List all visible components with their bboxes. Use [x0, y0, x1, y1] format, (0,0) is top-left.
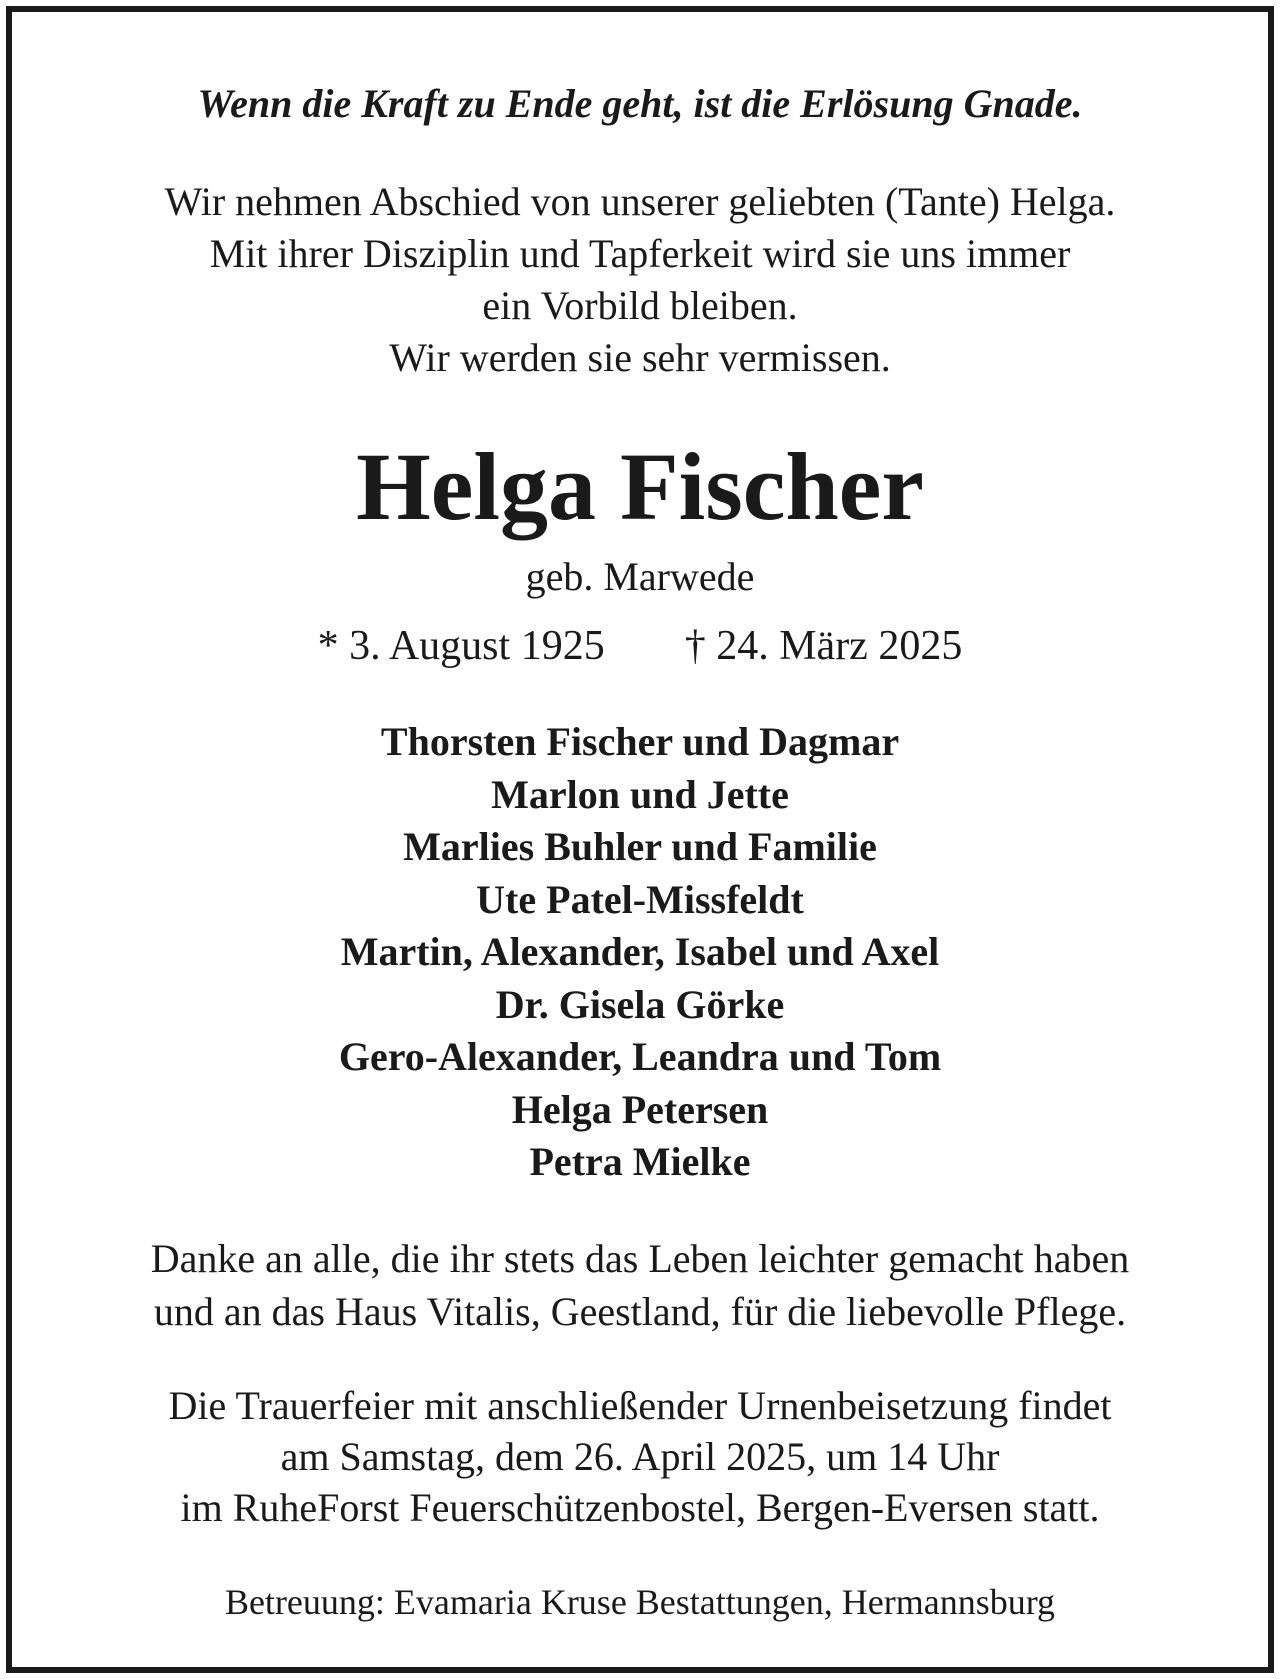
maiden-name: geb. Marwede: [525, 554, 755, 599]
service-announcement: [12, 1380, 1268, 1533]
mourner-line: Marlies Buhler und Familie: [403, 824, 877, 869]
mourner-line: Marlon und Jette: [491, 771, 789, 817]
thanks-text: [12, 1232, 1268, 1338]
undertaker-credit: Betreuung: Evamaria Kruse Bestattungen, Hermannsburg: [224, 1582, 1056, 1622]
mourner-line: Ute Patel-Missfeldt: [476, 876, 804, 922]
mourner-line: Helga Petersen: [511, 1086, 769, 1132]
mourner-line: Petra Mielke: [529, 1139, 751, 1184]
mourners-list: [12, 716, 1268, 1189]
mourner-line: Gero-Alexander, Leandra und Tom: [338, 1034, 942, 1079]
service-line: am Samstag, dem 26. April 2025, um 14 Uhr: [280, 1434, 1000, 1479]
mourner-line: Thorsten Fischer und Dagmar: [380, 719, 900, 764]
mourner-line: Dr. Gisela Görke: [495, 981, 785, 1027]
life-dates: [12, 620, 1268, 672]
obituary-frame: [6, 6, 1274, 1673]
intro-line: Wir nehmen Abschied von unserer geliebten (Tante) Helga.: [164, 179, 1116, 224]
thanks-line: und an das Haus Vitalis, Geestland, für die liebevolle Pflege.: [153, 1289, 1127, 1334]
service-line: Die Trauerfeier mit anschließender Urnenbeisetzung findet: [168, 1383, 1112, 1428]
service-line: im RuheForst Feuerschützenbostel, Bergen-Eversen statt.: [180, 1485, 1100, 1530]
death-date: † 24. März 2025: [684, 623, 963, 669]
deceased-name: Helga Fischer: [356, 433, 924, 540]
intro-line: Mit ihrer Disziplin und Tapferkeit wird sie uns immer: [209, 231, 1071, 276]
intro-line: ein Vorbild bleiben.: [482, 283, 798, 328]
intro-line: Wir werden sie sehr vermissen.: [389, 335, 891, 380]
intro-text: [12, 176, 1268, 384]
mourner-line: Martin, Alexander, Isabel und Axel: [340, 929, 940, 974]
birth-date: * 3. August 1925: [317, 623, 605, 669]
thanks-line: Danke an alle, die ihr stets das Leben leichter gemacht haben: [150, 1236, 1130, 1281]
motto-quote: Wenn die Kraft zu Ende geht, ist die Erlösung Gnade.: [197, 81, 1083, 126]
